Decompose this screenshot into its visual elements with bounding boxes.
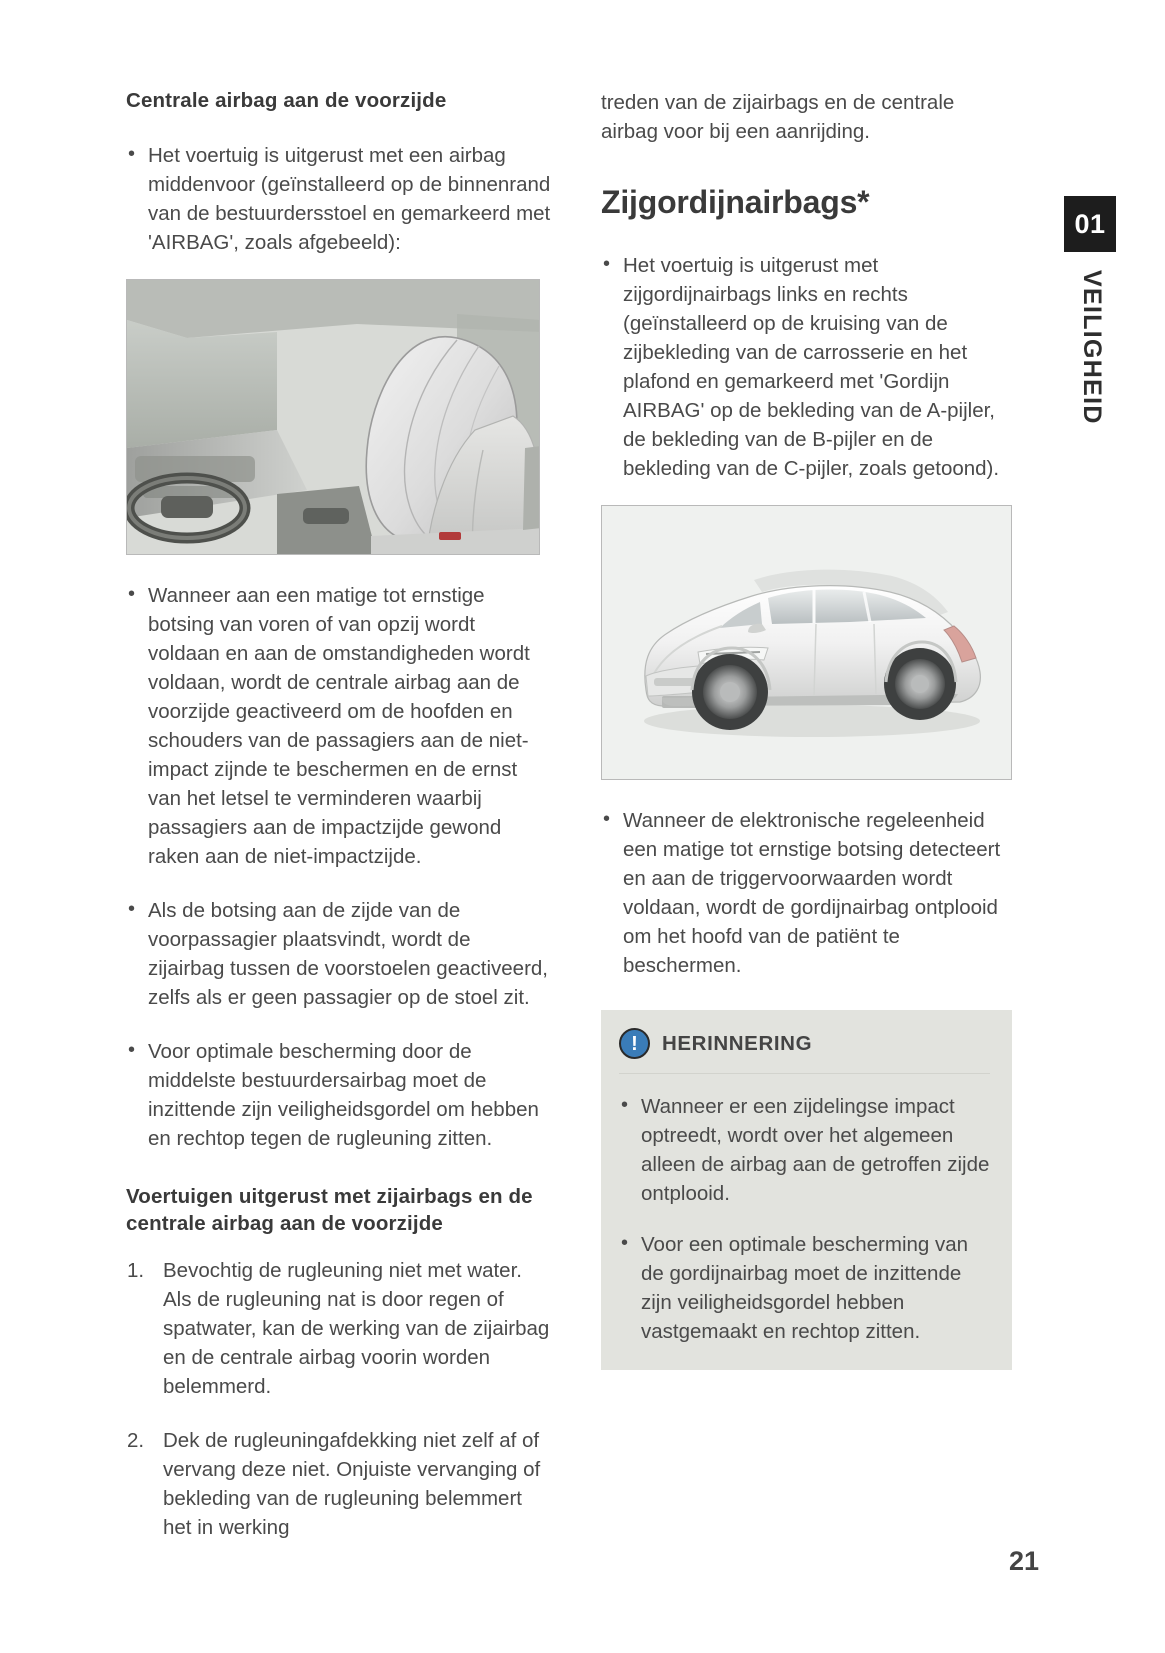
car-interior-illustration bbox=[127, 280, 540, 555]
exclamation-glyph: ! bbox=[631, 1032, 638, 1055]
intro-bullet-list bbox=[126, 141, 552, 257]
figure-vehicle-exterior bbox=[601, 505, 1012, 780]
list-item: • Wanneer aan een matige tot ernstige botsing van voren of van opzij wordt voldaan en aan de omstandigheden wordt voldaan, wordt de centrale airbag aan de voorzijde geactiveerd om de hoofden en schouders van de passagiers aan de niet-impact zijnde te beschermen en de ernst van het letsel te verminderen waarbij passagiers aan de impactzijde gewond raken aan de niet-impactzijde. bbox=[126, 581, 552, 871]
page-number: 21 bbox=[1008, 1546, 1039, 1576]
continued-paragraph: treden van de zijairbags en de centrale airbag voor bij een aanrijding. bbox=[601, 91, 955, 143]
notice-header bbox=[619, 1028, 990, 1074]
list-item: • Als de botsing aan de zijde van de voorpassagier plaatsvindt, wordt de zijairbag tussen de voorstoelen geactiveerd, zelfs als er geen passagier op de stoel zit. bbox=[126, 896, 552, 1012]
rear-wheel bbox=[884, 648, 956, 720]
chapter-tab bbox=[1064, 196, 1116, 425]
right-column bbox=[601, 88, 1012, 1370]
reminder-notice-box bbox=[601, 1010, 1012, 1370]
list-item: • Voor een optimale bescherming van de gordijnairbag moet de inzittende zijn veiligheidsgordel hebben vastgemaakt en rechtop zitten. bbox=[619, 1230, 990, 1346]
list-item: • Het voertuig is uitgerust met zijgordijnairbags links en rechts (geïnstalleerd op de kruising van de zijbekleding van de carrosserie en het plafond en gemarkeerd met 'Gordijn AIRBAG' op de bekleding van de A-pijler, de bekleding van de B-pijler en de bekleding van de C-pijler, zoals getoond). bbox=[601, 251, 1012, 483]
info-exclamation-icon bbox=[619, 1028, 650, 1059]
notice-bullet-list bbox=[619, 1092, 990, 1346]
list-item: Bevochtig de rugleuning niet met water. Als de rugleuning nat is door regen of spatwater, kan de werking van de zijairbag en de centrale airbag voorin worden belemmerd. bbox=[163, 1258, 550, 1398]
suv-illustration bbox=[602, 506, 1011, 779]
list-item: • Het voertuig is uitgerust met een airbag middenvoor (geïnstalleerd op de binnenrand van de bestuurdersstoel en gemarkeerd met 'AIRBAG', zoals afgebeeld): bbox=[126, 141, 552, 257]
chapter-number-badge: 01 bbox=[1064, 196, 1116, 252]
left-column bbox=[126, 88, 552, 1567]
figure-car-interior-airbag bbox=[126, 279, 540, 555]
curtain-airbag-deploy-bullet-list bbox=[601, 806, 1012, 980]
list-item: • Wanneer de elektronische regeleenheid een matige tot ernstige botsing detecteert en aan de triggervoorwaarden wordt voldaan, wordt de gordijnairbag ontplooid om het hoofd van de patiënt te beschermen. bbox=[601, 806, 1012, 980]
list-item: • Voor optimale bescherming door de middelste bestuurdersairbag moet de inzittende zijn veiligheidsgordel om hebben en rechtop tegen de rugleuning zitten. bbox=[126, 1037, 552, 1153]
airbag-behaviour-bullet-list bbox=[126, 581, 552, 1153]
subheading-voertuigen-uitgerust: Voertuigen uitgerust met zijairbags en de centrale airbag aan de voorzijde bbox=[126, 1184, 533, 1236]
front-wheel bbox=[692, 654, 768, 730]
chapter-label: VEILIGHEID bbox=[1078, 270, 1106, 425]
section-heading-zijgordijnairbags: Zijgordijnairbags* bbox=[601, 184, 870, 220]
list-item: Dek de rugleuningafdekking niet zelf af of vervang deze niet. Onjuiste vervanging of bekleding van de rugleuning belemmert het in werking bbox=[163, 1428, 541, 1539]
notice-title: HERINNERING bbox=[662, 1031, 813, 1055]
list-item: • Wanneer er een zijdelingse impact optreedt, wordt over het algemeen alleen de airbag aan de getroffen zijde ontplooid. bbox=[619, 1092, 990, 1208]
page-title-centrale-airbag: Centrale airbag aan de voorzijde bbox=[126, 89, 447, 112]
curtain-airbag-bullet-list bbox=[601, 251, 1012, 483]
maintenance-numbered-list bbox=[126, 1256, 552, 1542]
